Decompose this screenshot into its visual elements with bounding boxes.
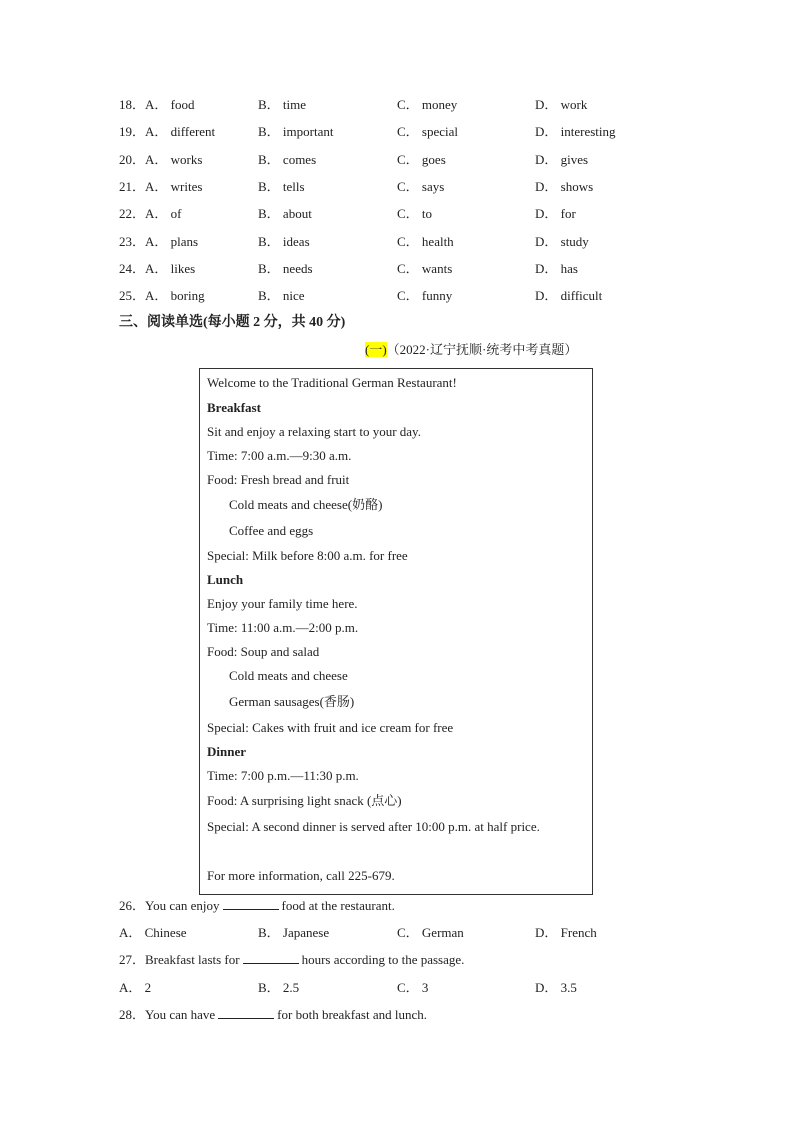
lunch-time: Time: 11:00 a.m.—2:00 p.m. — [207, 620, 359, 635]
restaurant-menu-box — [199, 368, 593, 895]
cloze-row — [119, 205, 679, 223]
option-c[interactable]: C． money — [397, 97, 458, 112]
option-c[interactable]: C． health — [397, 233, 454, 249]
question-27-options — [119, 979, 679, 997]
number-dot: ． — [132, 206, 146, 222]
breakfast-food-2: Cold meats and cheese(奶酪) — [229, 497, 383, 512]
option-d[interactable]: D． interesting — [535, 124, 616, 140]
dinner-special: Special: A second dinner is served after 10:00 p.m. at half price. — [207, 819, 540, 834]
option-b[interactable]: B． needs — [258, 260, 313, 276]
question-26-stem-end: food at the restaurant. — [281, 898, 395, 913]
option-b[interactable]: B． comes — [258, 151, 317, 167]
cloze-option-a-cell — [119, 96, 194, 114]
option-c[interactable]: C． 3 — [397, 980, 429, 995]
breakfast-special: Special: Milk before 8:00 a.m. for free — [207, 548, 408, 563]
option-c[interactable]: C． German — [397, 925, 464, 940]
breakfast-time: Time: 7:00 a.m.—9:30 a.m. — [207, 448, 352, 463]
number-dot: ． — [132, 97, 146, 112]
option-a[interactable]: A． boring — [145, 288, 205, 304]
option-a[interactable]: A． different — [145, 124, 216, 140]
option-b[interactable]: B． important — [258, 124, 334, 140]
lunch-food-3: German sausages(香肠) — [229, 694, 355, 709]
lunch-heading: Lunch — [207, 572, 244, 587]
option-d[interactable]: D． 3.5 — [535, 980, 577, 995]
cloze-option-a-cell — [119, 287, 205, 305]
cloze-option-a-cell — [119, 205, 181, 223]
question-number: 19 — [119, 124, 132, 140]
option-c[interactable]: C． goes — [397, 151, 446, 167]
lunch-special: Special: Cakes with fruit and ice cream for free — [207, 720, 454, 735]
lunch-food-1: Food: Soup and salad — [207, 644, 320, 659]
question-27-stem: 27．Breakfast lasts for — [119, 952, 240, 967]
lunch-food-2: Cold meats and cheese — [229, 668, 348, 683]
option-c[interactable]: C． to — [397, 206, 433, 222]
option-b[interactable]: B． Japanese — [258, 925, 330, 940]
number-dot: ． — [132, 288, 146, 304]
cloze-option-a-cell — [119, 123, 215, 141]
option-a[interactable]: A． Chinese — [119, 925, 187, 940]
passage-source — [365, 341, 577, 359]
cloze-option-a-cell — [119, 260, 195, 278]
option-a[interactable]: A． plans — [145, 233, 199, 249]
dinner-time: Time: 7:00 p.m.—11:30 p.m. — [207, 768, 359, 783]
option-a[interactable]: A． of — [145, 206, 182, 222]
option-a[interactable]: A． works — [145, 151, 203, 167]
question-number: 21 — [119, 178, 132, 194]
option-d[interactable]: D． gives — [535, 151, 589, 167]
number-dot: ． — [132, 260, 146, 276]
option-b[interactable]: B． tells — [258, 178, 305, 194]
lunch-intro: Enjoy your family time here. — [207, 596, 358, 611]
answer-blank — [218, 1006, 274, 1019]
question-26-stem: 26．You can enjoy — [119, 898, 220, 913]
option-d[interactable]: D． French — [535, 925, 597, 940]
question-number: 25 — [119, 288, 132, 304]
breakfast-heading: Breakfast — [207, 400, 261, 415]
option-a[interactable]: A． 2 — [119, 980, 152, 995]
question-28-stem-end: for both breakfast and lunch. — [277, 1007, 427, 1022]
dinner-food: Food: A surprising light snack (点心) — [207, 793, 402, 808]
option-a[interactable]: A． writes — [145, 178, 203, 194]
breakfast-intro: Sit and enjoy a relaxing start to your day. — [207, 424, 421, 439]
cloze-row — [119, 123, 679, 141]
number-dot: ． — [132, 151, 146, 167]
option-c[interactable]: C． wants — [397, 260, 453, 276]
option-d[interactable]: D． difficult — [535, 288, 603, 304]
question-28-stem: 28．You can have — [119, 1007, 216, 1022]
question-number: 18 — [119, 97, 132, 112]
question-26-options — [119, 924, 679, 942]
answer-blank — [223, 897, 279, 910]
option-c[interactable]: C． says — [397, 178, 445, 194]
question-27-stem-end: hours according to the passage. — [301, 952, 465, 967]
section-title: 三、阅读单选(每小题 2 分，共 40 分) — [119, 315, 346, 330]
source-text: （2022·辽宁抚顺·统考中考真题） — [386, 342, 578, 357]
option-b[interactable]: B． 2.5 — [258, 980, 300, 995]
question-number: 20 — [119, 151, 132, 167]
number-dot: ． — [132, 124, 146, 140]
question-number: 23 — [119, 233, 132, 249]
question-number: 24 — [119, 260, 132, 276]
option-d[interactable]: D． has — [535, 260, 578, 276]
cloze-row — [119, 233, 679, 251]
cloze-row — [119, 96, 679, 114]
passage-number: (一) — [365, 342, 387, 357]
option-d[interactable]: D． shows — [535, 178, 594, 194]
option-c[interactable]: C． funny — [397, 288, 453, 304]
dinner-heading: Dinner — [207, 744, 246, 759]
option-d[interactable]: D． work — [535, 97, 588, 112]
welcome-line: Welcome to the Traditional German Restaurant! — [207, 375, 457, 390]
cloze-row — [119, 287, 679, 305]
option-b[interactable]: B． ideas — [258, 233, 310, 249]
number-dot: ． — [132, 178, 146, 194]
cloze-row — [119, 260, 679, 278]
option-b[interactable]: B． about — [258, 206, 312, 222]
breakfast-food-3: Coffee and eggs — [229, 523, 314, 538]
option-b[interactable]: B． time — [258, 97, 307, 112]
answer-blank — [243, 951, 299, 964]
cloze-option-a-cell — [119, 233, 198, 251]
cloze-row — [119, 151, 679, 169]
option-c[interactable]: C． special — [397, 124, 459, 140]
option-d[interactable]: D． for — [535, 206, 576, 222]
question-number: 22 — [119, 206, 132, 222]
number-dot: ． — [132, 233, 146, 249]
breakfast-food-1: Food: Fresh bread and fruit — [207, 472, 350, 487]
option-a[interactable]: A． likes — [145, 260, 196, 276]
cloze-row — [119, 178, 679, 196]
contact-line: For more information, call 225-679. — [207, 868, 395, 883]
option-d[interactable]: D． study — [535, 233, 589, 249]
question-26 — [119, 897, 395, 915]
cloze-option-a-cell — [119, 151, 202, 169]
option-b[interactable]: B． nice — [258, 288, 305, 304]
cloze-option-a-cell — [119, 178, 202, 196]
question-28 — [119, 1006, 427, 1024]
question-27 — [119, 951, 464, 969]
option-a[interactable]: A． food — [145, 97, 195, 112]
